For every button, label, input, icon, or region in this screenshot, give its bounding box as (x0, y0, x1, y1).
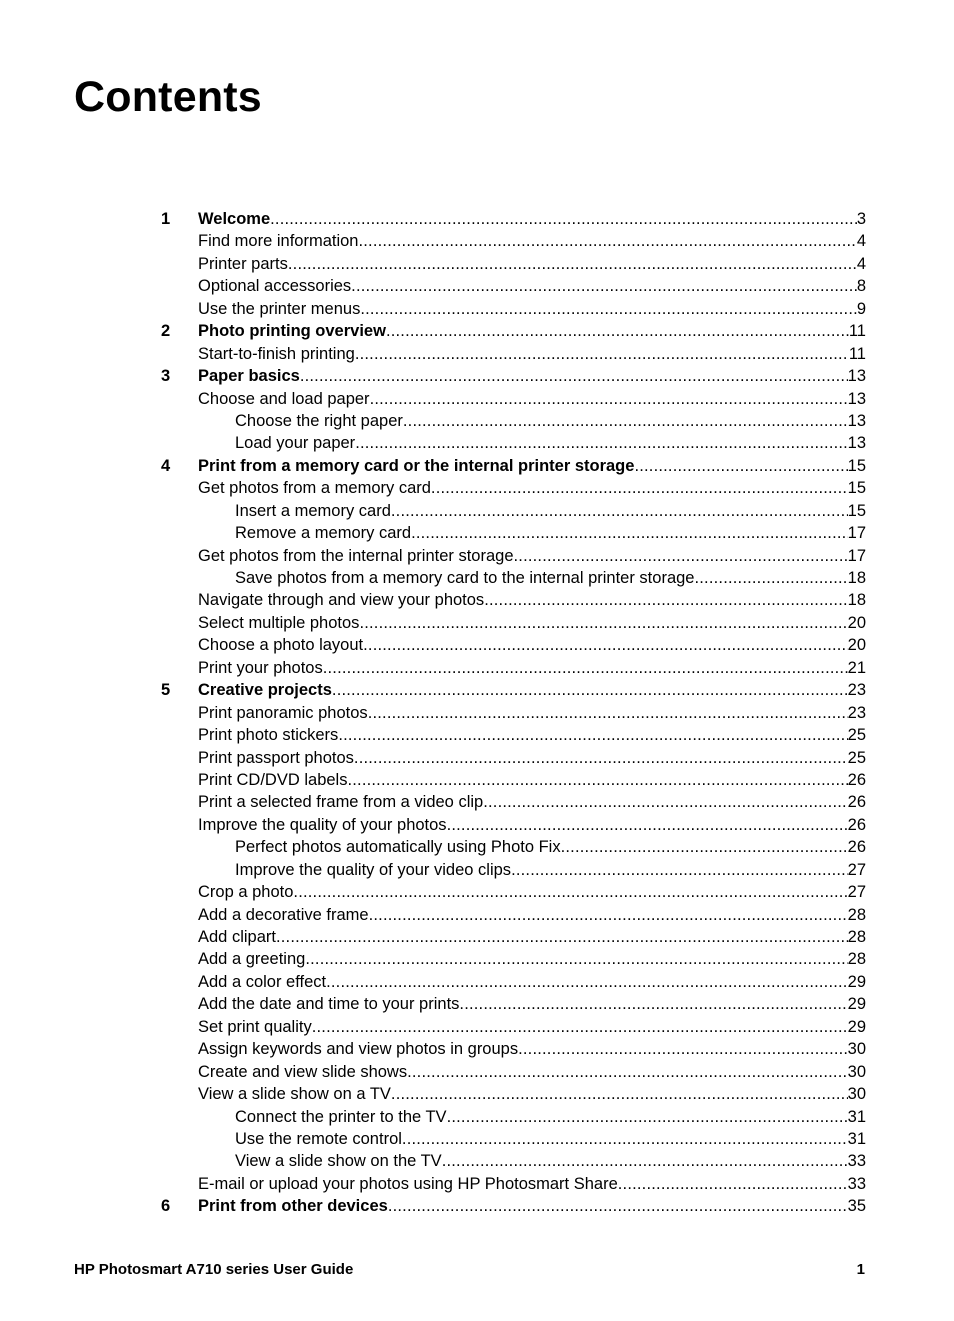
toc-entry-title: Print from a memory card or the internal printer storage (198, 456, 635, 475)
toc-dot-leader (388, 1195, 848, 1217)
toc-entry-body (198, 1173, 866, 1195)
toc-entry[interactable] (161, 1173, 866, 1195)
toc-entry-body (198, 769, 866, 791)
toc-entry[interactable] (161, 634, 866, 656)
toc-dot-leader (407, 1061, 848, 1083)
toc-entry-body (198, 993, 866, 1015)
toc-entry-body (198, 477, 866, 499)
toc-page-number: 30 (847, 1040, 866, 1059)
toc-dot-leader (363, 634, 848, 656)
toc-page-number: 31 (847, 1129, 866, 1148)
toc-entry[interactable] (161, 253, 866, 275)
toc-page-number: 13 (847, 389, 866, 408)
toc-dot-leader (270, 208, 857, 230)
toc-chapter-entry[interactable] (161, 320, 866, 342)
toc-dot-leader (355, 343, 849, 365)
toc-page-number: 28 (847, 905, 866, 924)
toc-entry-body (198, 971, 866, 993)
toc-entry-title: Print photo stickers (198, 726, 339, 745)
toc-entry[interactable] (161, 477, 866, 499)
toc-entry[interactable] (161, 747, 866, 769)
toc-page-number: 18 (847, 591, 866, 610)
toc-entry[interactable] (161, 836, 866, 858)
toc-chapter-number: 3 (161, 367, 171, 386)
toc-entry-title: Print a selected frame from a video clip (198, 793, 484, 812)
toc-entry-title: Load your paper (235, 434, 356, 453)
toc-page-number: 15 (847, 501, 866, 520)
toc-entry-title: Print from other devices (198, 1197, 388, 1216)
toc-page-number: 13 (847, 411, 866, 430)
toc-entry-title: Choose a photo layout (198, 636, 364, 655)
toc-page-number: 35 (847, 1197, 866, 1216)
toc-entry[interactable] (161, 1061, 866, 1083)
toc-entry[interactable] (161, 298, 866, 320)
toc-dot-leader (618, 1173, 848, 1195)
toc-entry-body (198, 1150, 866, 1172)
toc-dot-leader (359, 612, 847, 634)
toc-dot-leader (323, 657, 848, 679)
toc-entry-title: Assign keywords and view photos in groups (198, 1040, 519, 1059)
table-of-contents (161, 208, 866, 1218)
toc-entry[interactable] (161, 410, 866, 432)
toc-entry-title: Improve the quality of your photos (198, 815, 447, 834)
toc-dot-leader (354, 747, 848, 769)
toc-entry-body (198, 881, 866, 903)
toc-chapter-number: 4 (161, 456, 171, 475)
toc-entry[interactable] (161, 657, 866, 679)
footer-guide-title: HP Photosmart A710 series User Guide (74, 1261, 354, 1278)
toc-page-number: 31 (847, 1107, 866, 1126)
toc-entry-title: Get photos from a memory card (198, 479, 431, 498)
toc-dot-leader (360, 298, 856, 320)
toc-entry-body (198, 657, 866, 679)
toc-page-number: 9 (856, 299, 866, 318)
toc-entry-body (198, 904, 866, 926)
toc-chapter-number: 2 (161, 322, 171, 341)
toc-entry-body (198, 320, 866, 342)
toc-page-number: 15 (847, 479, 866, 498)
toc-entry-title: Print your photos (198, 658, 323, 677)
toc-chapter-entry[interactable] (161, 208, 866, 230)
toc-entry-body (198, 522, 866, 544)
toc-entry[interactable] (161, 612, 866, 634)
toc-page-number: 30 (847, 1062, 866, 1081)
toc-entry[interactable] (161, 904, 866, 926)
toc-entry-title: Perfect photos automatically using Photo Fix (235, 838, 561, 857)
toc-entry-title: Navigate through and view your photos (198, 591, 485, 610)
toc-dot-leader (561, 836, 848, 858)
toc-entry-body (198, 791, 866, 813)
toc-dot-leader (484, 589, 847, 611)
toc-page-number: 29 (847, 1017, 866, 1036)
toc-entry-title: Welcome (198, 210, 271, 228)
toc-entry[interactable] (161, 343, 866, 365)
toc-page-number: 28 (847, 928, 866, 946)
toc-dot-leader (403, 410, 848, 432)
toc-dot-leader (358, 230, 856, 252)
toc-entry-body (198, 298, 866, 320)
toc-page-number: 21 (847, 658, 866, 677)
toc-entry-body (198, 1038, 866, 1060)
toc-entry-body (198, 1195, 866, 1217)
toc-entry-title: Remove a memory card (235, 524, 412, 543)
toc-entry-title: Add the date and time to your prints (198, 995, 460, 1014)
toc-entry-title: Add a greeting (198, 950, 306, 969)
toc-entry-title: Connect the printer to the TV (235, 1107, 447, 1126)
toc-page-number: 33 (847, 1174, 866, 1193)
toc-entry-title: Print passport photos (198, 748, 354, 767)
toc-entry-title: Choose and load paper (198, 389, 370, 408)
toc-entry-title: View a slide show on the TV (235, 1152, 442, 1171)
toc-dot-leader (391, 500, 848, 522)
toc-entry-title: Add a color effect (198, 972, 327, 991)
toc-dot-leader (300, 365, 848, 387)
toc-entry[interactable] (161, 814, 866, 836)
toc-chapter-entry[interactable] (161, 455, 866, 477)
toc-page-number: 11 (848, 322, 866, 341)
toc-dot-leader (459, 993, 847, 1015)
toc-page-number: 29 (847, 995, 866, 1014)
toc-entry[interactable] (161, 1150, 866, 1172)
toc-chapter-entry[interactable] (161, 1195, 866, 1217)
toc-page-number: 15 (847, 456, 866, 475)
toc-page-number: 4 (856, 232, 866, 251)
toc-entry[interactable] (161, 769, 866, 791)
toc-entry[interactable] (161, 1083, 866, 1105)
toc-entry[interactable] (161, 859, 866, 881)
toc-entry[interactable] (161, 1016, 866, 1038)
footer-page-number: 1 (856, 1261, 865, 1278)
toc-entry-body (198, 612, 866, 634)
toc-page-number: 33 (847, 1152, 866, 1171)
toc-dot-leader (386, 320, 849, 342)
toc-entry-body (198, 1061, 866, 1083)
toc-page-number: 25 (847, 726, 866, 745)
toc-entry-title: Printer parts (198, 254, 288, 273)
toc-entry-body (198, 836, 866, 858)
toc-entry[interactable] (161, 275, 866, 297)
toc-entry[interactable] (161, 1106, 866, 1128)
toc-entry-title: Use the printer menus (198, 299, 361, 318)
toc-entry-body (198, 948, 866, 970)
toc-entry[interactable] (161, 589, 866, 611)
toc-entry[interactable] (161, 1038, 866, 1060)
toc-entry[interactable] (161, 522, 866, 544)
toc-entry-title: Create and view slide shows (198, 1062, 408, 1081)
toc-entry-title: Save photos from a memory card to the internal printer storage (235, 569, 695, 587)
toc-entry[interactable] (161, 993, 866, 1015)
toc-page-number: 3 (856, 210, 866, 228)
toc-entry-title: View a slide show on a TV (198, 1085, 391, 1104)
toc-entry-body (198, 1016, 866, 1038)
toc-dot-leader (351, 275, 857, 297)
toc-entry-body (198, 432, 866, 454)
toc-page-number: 13 (847, 434, 866, 453)
toc-dot-leader (293, 881, 847, 903)
toc-entry-title: Choose the right paper (235, 411, 403, 430)
toc-entry-title: Paper basics (198, 367, 300, 386)
toc-entry-body (198, 253, 866, 275)
toc-page-number: 23 (847, 681, 866, 700)
toc-entry[interactable] (161, 702, 866, 724)
toc-dot-leader (369, 904, 848, 926)
toc-page-number: 26 (847, 793, 866, 812)
toc-entry-body (198, 814, 866, 836)
toc-entry-body (198, 365, 866, 387)
toc-dot-leader (332, 679, 848, 701)
toc-entry-title: Add a decorative frame (198, 905, 369, 924)
toc-entry-body (198, 1083, 866, 1105)
toc-dot-leader (483, 791, 847, 813)
toc-entry-title: Crop a photo (198, 883, 294, 902)
toc-entry[interactable] (161, 948, 866, 970)
toc-page-number: 28 (847, 950, 866, 969)
toc-page-number: 29 (847, 972, 866, 991)
toc-dot-leader (442, 1150, 848, 1172)
toc-entry-body (198, 702, 866, 724)
toc-dot-leader (370, 388, 848, 410)
toc-entry-body (198, 859, 866, 881)
toc-dot-leader (305, 948, 847, 970)
toc-entry-body (198, 567, 866, 589)
toc-entry[interactable] (161, 230, 866, 252)
toc-dot-leader (694, 567, 847, 589)
toc-page-number: 17 (847, 546, 866, 565)
toc-entry-body (198, 230, 866, 252)
toc-entry-body (198, 747, 866, 769)
toc-dot-leader (511, 859, 848, 881)
toc-page-number: 30 (847, 1085, 866, 1104)
toc-page-number: 26 (847, 838, 866, 857)
toc-entry-title: Start-to-finish printing (198, 344, 355, 363)
toc-dot-leader (276, 926, 848, 948)
toc-entry-title: E-mail or upload your photos using HP Photosmart Share (198, 1174, 618, 1193)
toc-dot-leader (447, 1106, 848, 1128)
toc-entry-body (198, 388, 866, 410)
toc-page-number: 26 (847, 815, 866, 834)
toc-dot-leader (634, 455, 847, 477)
toc-page-number: 18 (847, 569, 866, 587)
toc-entry-body (198, 679, 866, 701)
toc-entry[interactable] (161, 1128, 866, 1150)
toc-entry[interactable] (161, 926, 866, 948)
toc-dot-leader (514, 545, 848, 567)
toc-entry[interactable] (161, 432, 866, 454)
toc-entry-body (198, 545, 866, 567)
toc-dot-leader (402, 1128, 848, 1150)
toc-page-number: 27 (847, 860, 866, 879)
toc-dot-leader (447, 814, 848, 836)
toc-entry-body (198, 724, 866, 746)
toc-entry[interactable] (161, 567, 866, 589)
toc-dot-leader (391, 1083, 848, 1105)
toc-entry-body (198, 208, 866, 230)
toc-dot-leader (368, 702, 848, 724)
toc-dot-leader (431, 477, 848, 499)
toc-entry-body (198, 275, 866, 297)
toc-entry[interactable] (161, 545, 866, 567)
toc-entry-title: Optional accessories (198, 277, 352, 296)
toc-entry-title: Get photos from the internal printer storage (198, 546, 514, 565)
toc-entry-body (198, 634, 866, 656)
toc-entry-body (198, 1128, 866, 1150)
toc-page-number: 25 (847, 748, 866, 767)
toc-entry-title: Improve the quality of your video clips (235, 860, 512, 879)
page-title: Contents (74, 73, 262, 121)
toc-chapter-entry[interactable] (161, 365, 866, 387)
toc-entry-title: Insert a memory card (235, 501, 391, 520)
toc-entry-body (198, 410, 866, 432)
toc-page-number: 20 (847, 636, 866, 655)
toc-entry-body (198, 455, 866, 477)
toc-entry-title: Print CD/DVD labels (198, 770, 348, 789)
toc-chapter-number: 5 (161, 681, 171, 700)
toc-entry-title: Creative projects (198, 681, 332, 700)
toc-page-number: 20 (847, 613, 866, 632)
toc-dot-leader (355, 432, 847, 454)
toc-page-number: 4 (856, 254, 866, 273)
toc-entry-body (198, 926, 866, 948)
toc-page-number: 11 (848, 344, 866, 363)
toc-entry-title: Photo printing overview (198, 322, 386, 341)
toc-dot-leader (411, 522, 848, 544)
toc-entry[interactable] (161, 388, 866, 410)
toc-dot-leader (326, 971, 848, 993)
toc-entry-title: Find more information (198, 232, 359, 251)
toc-page-number: 8 (856, 277, 866, 296)
toc-entry-title: Set print quality (198, 1017, 312, 1036)
toc-entry[interactable] (161, 724, 866, 746)
toc-entry-body (198, 500, 866, 522)
toc-page-number: 23 (847, 703, 866, 722)
toc-entry-title: Select multiple photos (198, 613, 360, 632)
toc-dot-leader (288, 253, 857, 275)
toc-page-number: 17 (847, 524, 866, 543)
toc-page-number: 26 (847, 770, 866, 789)
toc-entry-title: Add clipart (198, 928, 276, 946)
toc-entry[interactable] (161, 881, 866, 903)
toc-page-number: 13 (847, 367, 866, 386)
toc-dot-leader (347, 769, 847, 791)
toc-entry-body (198, 343, 866, 365)
toc-dot-leader (312, 1016, 848, 1038)
toc-dot-leader (338, 724, 847, 746)
toc-entry-title: Print panoramic photos (198, 703, 368, 722)
toc-chapter-number: 6 (161, 1197, 171, 1216)
toc-entry[interactable] (161, 971, 866, 993)
toc-dot-leader (518, 1038, 848, 1060)
toc-entry[interactable] (161, 500, 866, 522)
toc-chapter-number: 1 (161, 210, 171, 228)
toc-entry[interactable] (161, 791, 866, 813)
toc-entry-body (198, 1106, 866, 1128)
toc-entry-body (198, 589, 866, 611)
toc-entry-title: Use the remote control (235, 1129, 402, 1148)
toc-page-number: 27 (847, 883, 866, 902)
toc-chapter-entry[interactable] (161, 679, 866, 701)
